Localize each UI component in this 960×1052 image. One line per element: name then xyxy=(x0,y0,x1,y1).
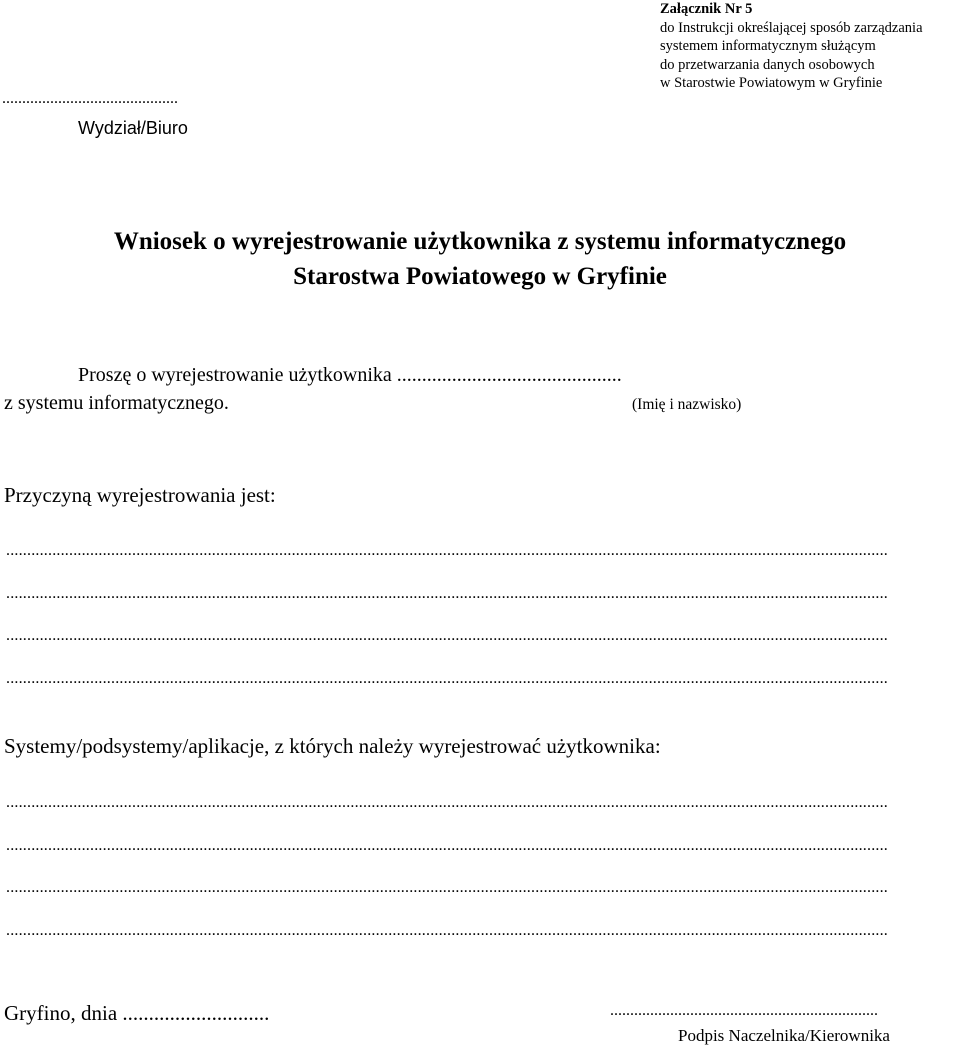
annex-line: w Starostwie Powiatowym w Gryfinie xyxy=(660,75,883,92)
reason-field-line[interactable]: .................................................................................................................................................................................................................. xyxy=(6,585,888,602)
signature-field[interactable]: ................................................................... xyxy=(610,1002,878,1019)
systems-field-line[interactable]: .................................................................................................................................................................................................................. xyxy=(6,837,888,854)
annex-header xyxy=(660,0,923,93)
request-line[interactable]: Proszę o wyrejestrowanie użytkownika ............................................. xyxy=(78,364,622,386)
annex-title: Załącznik Nr 5 xyxy=(660,1,753,17)
request-line-continuation: z systemu informatycznego. xyxy=(4,392,229,414)
reason-label: Przyczyną wyrejestrowania jest: xyxy=(4,483,276,507)
annex-line: do Instrukcji określającej sposób zarządzania xyxy=(660,19,923,36)
form-title-line-1: Wniosek o wyrejestrowanie użytkownika z systemu informatycznego xyxy=(113,228,847,255)
place-date-field[interactable]: Gryfino, dnia ............................ xyxy=(4,1001,270,1025)
department-field[interactable]: ............................................ xyxy=(2,90,178,107)
systems-field-line[interactable]: .................................................................................................................................................................................................................. xyxy=(6,922,888,939)
department-label: Wydział/Biuro xyxy=(78,118,188,138)
annex-line: systemem informatycznym służącym xyxy=(660,38,876,55)
systems-label: Systemy/podsystemy/aplikacje, z których należy wyrejestrować użytkownika: xyxy=(4,734,661,758)
signature-label: Podpis Naczelnika/Kierownika xyxy=(678,1026,890,1045)
form-title-line-2: Starostwa Powiatowego w Gryfinie xyxy=(293,263,667,290)
name-hint: (Imię i nazwisko) xyxy=(632,396,742,413)
reason-field-line[interactable]: .................................................................................................................................................................................................................. xyxy=(6,670,888,687)
systems-field-line[interactable]: .................................................................................................................................................................................................................. xyxy=(6,794,888,811)
annex-line: do przetwarzania danych osobowych xyxy=(660,56,875,73)
systems-field-line[interactable]: .................................................................................................................................................................................................................. xyxy=(6,879,888,896)
reason-field-line[interactable]: .................................................................................................................................................................................................................. xyxy=(6,627,888,644)
reason-field-line[interactable]: .................................................................................................................................................................................................................. xyxy=(6,542,888,559)
